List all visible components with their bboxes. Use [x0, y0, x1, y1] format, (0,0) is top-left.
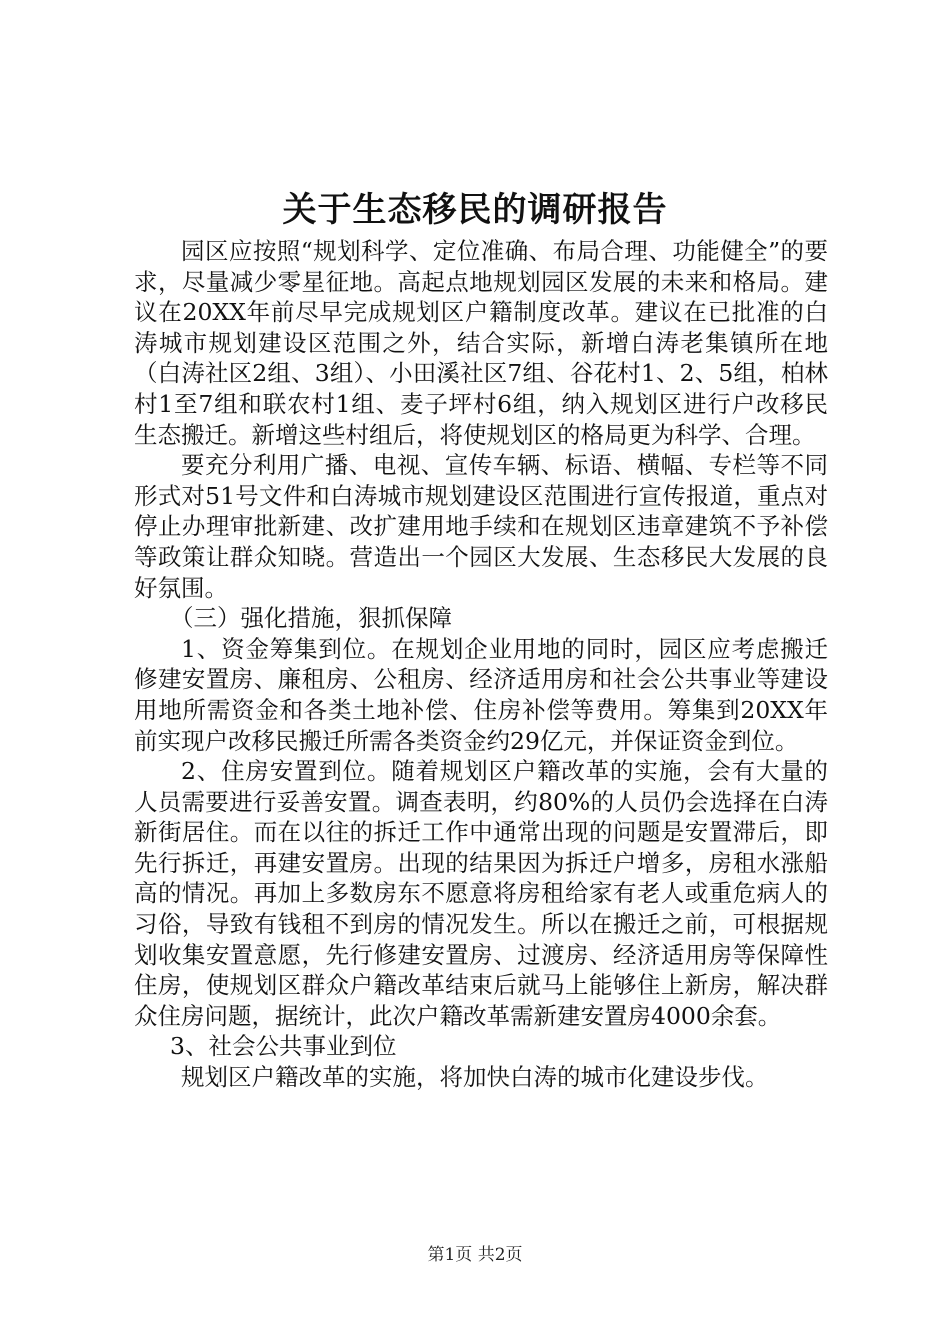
section-heading-measures: （三）强化措施，狠抓保障 [170, 604, 452, 633]
section-heading-public-services: 3、社会公共事业到位 [170, 1032, 397, 1061]
document-title: 关于生态移民的调研报告 [282, 190, 668, 230]
paragraph-publicity: 要充分利用广播、电视、宣传车辆、标语、横幅、专栏等不同形式对51号文件和白涛城市规划建设区范围进行宣传报道，重点对停止办理审批新建、改扩建用地手续和在规划区违章建筑不予补偿等政策让群众知晓。营造出一个园区大发展、生态移民大发展的良好氛围。 [134, 451, 828, 602]
document-body [134, 236, 828, 1093]
paragraph-housing: 2、住房安置到位。随着规划区户籍改革的实施，会有大量的人员需要进行妥善安置。调查表明，约80%的人员仍会选择在白涛新街居住。而在以往的拆迁工作中通常出现的问题是安置滞后，即先行拆迁，再建安置房。出现的结果因为拆迁户增多，房租水涨船高的情况。再加上多数房东不愿意将房租给家有老人或重危病人的习俗，导致有钱租不到房的情况发生。所以在搬迁之前，可根据规划收集安置意愿，先行修建安置房、过渡房、经济适用房等保障性住房，使规划区群众户籍改革结束后就马上能够住上新房，解决群众住房问题，据统计，此次户籍改革需新建安置房4000余套。 [134, 757, 828, 1030]
page-number-footer: 第1页 共2页 [427, 1245, 523, 1265]
paragraph-planning: 园区应按照“规划科学、定位准确、布局合理、功能健全”的要求，尽量减少零星征地。高起点地规划园区发展的未来和格局。建议在20XX年前尽早完成规划区户籍制度改革。建议在已批准的白涛城市规划建设区范围之外，结合实际，新增白涛老集镇所在地（白涛社区2组、3组）、小田溪社区7组、谷花村1、2、5组，柏林村1至7组和联农村1组、麦子坪村6组，纳入规划区进行户改移民生态搬迁。新增这些村组后，将使规划区的格局更为科学、合理。 [134, 237, 828, 449]
paragraph-urbanization: 规划区户籍改革的实施，将加快白涛的城市化建设步伐。 [181, 1063, 769, 1092]
paragraph-funding: 1、资金筹集到位。在规划企业用地的同时，园区应考虑搬迁修建安置房、廉租房、公租房、经济适用房和社会公共事业等建设用地所需资金和各类土地补偿、住房补偿等费用。筹集到20XX年前实现户改移民搬迁所需各类资金约29亿元，并保证资金到位。 [134, 634, 828, 755]
